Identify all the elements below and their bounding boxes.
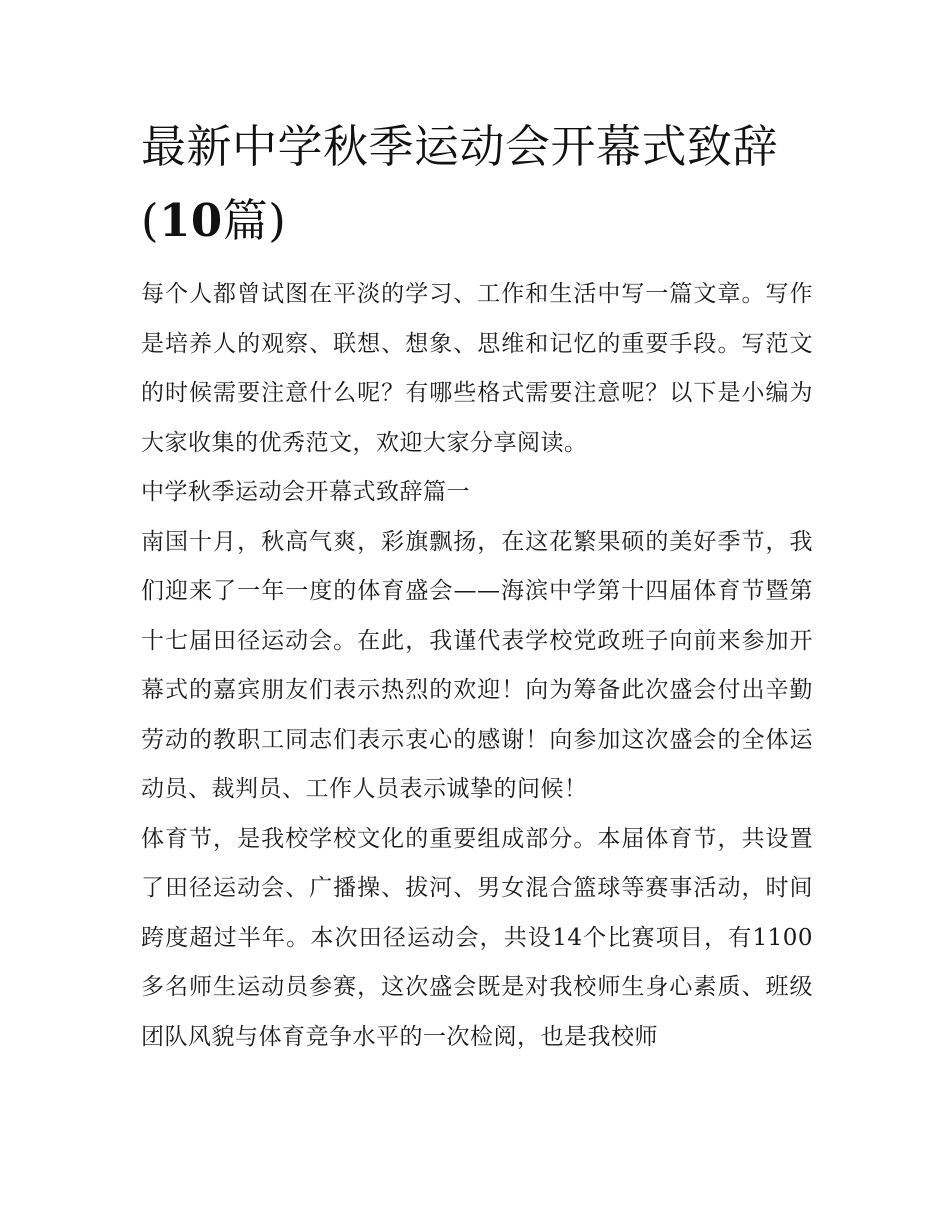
intro-paragraph: 每个人都曾试图在平淡的学习、工作和生活中写一篇文章。写作是培养人的观察、联想、想象、思维和记忆的重要手段。写范文的时候需要注意什么呢？有哪些格式需要注意呢？以下是小编为大家收集的优秀范文，欢迎大家分享阅读。	[141, 281, 813, 456]
title-number: 10	[159, 194, 223, 247]
title-prefix: 最新中学秋季运动会开幕式致辞(	[141, 120, 779, 247]
section-heading: 中学秋季运动会开幕式致辞篇一	[141, 479, 470, 505]
speech-paragraph: 体育节，是我校学校文化的重要组成部分。本届体育节，共设置了田径运动会、广播操、拔河、男女混合篮球等赛事活动，时间跨度超过半年。本次田径运动会，共设14个比赛项目，有1100多名师生运动员参赛，这次盛会既是对我校师生身心素质、班级团队风貌与体育竞争水平的一次检阅，也是我校师	[141, 825, 813, 1050]
document-title	[141, 110, 813, 258]
document-page	[141, 110, 813, 1062]
document-body	[141, 270, 813, 1062]
speech-paragraph: 南国十月，秋高气爽，彩旗飘扬，在这花繁果硕的美好季节，我们迎来了一年一度的体育盛会——海滨中学第十四届体育节暨第十七届田径运动会。在此，我谨代表学校党政班子向前来参加开幕式的嘉宾朋友们表示热烈的欢迎！向为筹备此次盛会付出辛勤劳动的教职工同志们表示衷心的感谢！向参加这次盛会的全体运动员、裁判员、工作人员表示诚挚的问候！	[141, 528, 813, 802]
title-suffix: 篇)	[222, 194, 287, 247]
